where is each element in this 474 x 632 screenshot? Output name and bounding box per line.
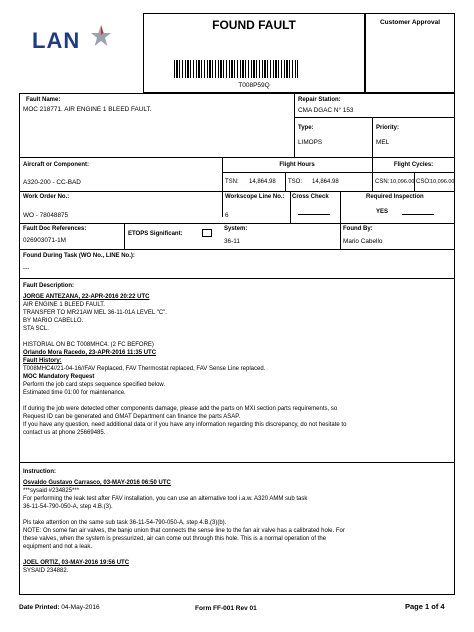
required-inspection-line [402,214,434,215]
priority-value: MEL [376,139,390,146]
description-line: Estimated time 01:00 for maintenance. [23,390,126,396]
tso-value: 14,864.98 [312,179,339,185]
date-printed-label: Date Printed: [19,604,60,611]
instruction-line: these valves, when the system is pressurized, air can come out through this hole. This is a normal operation of the [23,536,327,542]
instruction-label: Instruction: [23,469,56,475]
instruction-line [23,511,451,519]
flight-cycles-label: Flight Cycles: [393,162,434,168]
date-printed-value: 04-May-2016 [61,604,100,611]
etops-label: ETOPS Significant: [128,231,183,237]
form-title: FOUND FAULT [212,18,296,32]
fault-name-value: MOC 218771. AIR ENGINE 1 BLEED FAULT. [23,106,152,113]
description-line: MOC Mandatory Request [23,374,95,380]
instruction-line: NOTE: On some fan air valves, the banjo union that connects the sense line to the fan air valve has a calibrated hole. For [23,528,345,534]
description-line: AIR ENGINE 1 BLEED FAULT. [23,302,105,308]
fault-description-label: Fault Description: [23,283,75,289]
description-line: Orlando Mora Racedo, 23-APR-2016 11:35 UTC [23,350,157,356]
work-order-value: WO - 78048875 [23,212,69,219]
tso-label: TSO: [288,179,303,185]
found-by-label: Found By: [343,226,373,232]
priority-label: Priority: [376,125,400,131]
lan-logo [32,24,112,54]
system-value: 36-11 [224,238,240,245]
instruction-line: ***sysaid #234825*** [23,488,80,494]
customer-approval-label: Customer Approval [379,19,441,26]
instruction-line: Osvaldo Gustavo Carrasco, 03-MAY-2016 06:50 UTC [23,480,171,486]
description-line [23,333,451,341]
cross-check-label: Cross Check [292,194,329,200]
form-number: Form FF-001 Rev 01 [195,605,257,612]
etops-checkbox[interactable] [202,229,212,237]
instruction-line: Pls take attention on the same sub task 36-11-54-790-050-A, step 4.B.(3)(b). [23,520,227,526]
aircraft-label: Aircraft or Component: [23,162,89,168]
found-by-value: Mario Cabello [343,238,383,245]
repair-station-value: CMA DGAC N° 153 [298,107,354,114]
workscope-label: Workscope Line No.: [225,194,285,200]
description-line: Fault History: [23,358,62,364]
required-inspection-label: Required Inspection [366,194,424,200]
type-value: LIMOPS [298,139,323,146]
barcode-text: T008P59Q [238,82,270,89]
description-line: Request ID can be generated and GMAT Department can finance the parts ASAP. [23,414,241,420]
yes-label: YES [376,209,389,215]
tsn-label: TSN: [225,179,239,185]
csn-label: CSN: [375,179,390,185]
cso-value: 10,096.00 [430,179,455,185]
csn-value: 10,096.00 [390,179,415,185]
logo-star-icon [90,24,112,48]
instruction-line: 36-11-54-790-050-A, step 4.B.(3). [23,504,113,510]
work-order-label: Work Order No.: [23,194,70,200]
doc-ref-value: 026903071-1M [23,237,66,244]
found-during-value: --- [23,265,30,272]
cso-label: CSO: [416,179,431,185]
doc-ref-label: Fault Doc References: [23,226,87,232]
repair-station-label: Repair Station: [298,97,341,103]
workscope-value: 6 [225,212,229,219]
instruction-body [23,479,451,575]
description-line: If during the job were detected other components damage, please add the parts on MXI section parts requirements, so [23,406,338,412]
description-line: T008MHC4//21-04-16//FAV Replaced, FAV Thermostat replaced, FAV Sense Line replaced. [23,366,266,372]
cross-check-line [298,214,330,215]
description-line: contact us at phone 25669485. [23,430,106,436]
found-during-label: Found During Task (WO No., LINE No.): [23,253,135,259]
system-label: System: [224,226,248,232]
fault-description-body [23,293,451,437]
logo-text: LAN [32,28,81,53]
instruction-line: JOEL ORTIZ, 03-MAY-2016 19:56 UTC [23,560,130,566]
description-line: Perform the job card steps sequence specified below. [23,382,166,388]
instruction-line: equipment and not a leak. [23,544,93,550]
description-line [23,397,451,405]
tsn-value: 14,864.98 [249,179,276,185]
type-label: Type: [298,125,314,131]
description-line: If you have any question, need additional data or if you have any information regarding this discrepancy, do not hesitate to [23,422,347,428]
instruction-line [23,551,451,559]
aircraft-value: A320-200 - CC-BAD [23,179,81,186]
fault-name-label: Fault Name: [26,97,61,103]
description-line: JORGE ANTEZANA, 22-APR-2016 20:22 UTC [23,294,150,300]
instruction-line: SYSAID 234882. [23,568,69,574]
instruction-line: For performing the leak test after FAV installation, you can use an alternative tool i.a.w. A320 AMM sub task [23,496,308,502]
page-number: Page 1 of 4 [405,602,445,611]
flight-hours-label: Flight Hours [279,162,315,168]
description-line: HISTORIAL ON BC T008MHC4. (2 FC BEFORE) [23,342,154,348]
description-line: STA SCL. [23,326,49,332]
date-printed [19,604,100,611]
barcode [174,60,298,78]
description-line: BY MARIO CABELLO. [23,318,84,324]
description-line: TRANSFER TO MR21AW MEL 36-11-01A LEVEL "C". [23,310,167,316]
